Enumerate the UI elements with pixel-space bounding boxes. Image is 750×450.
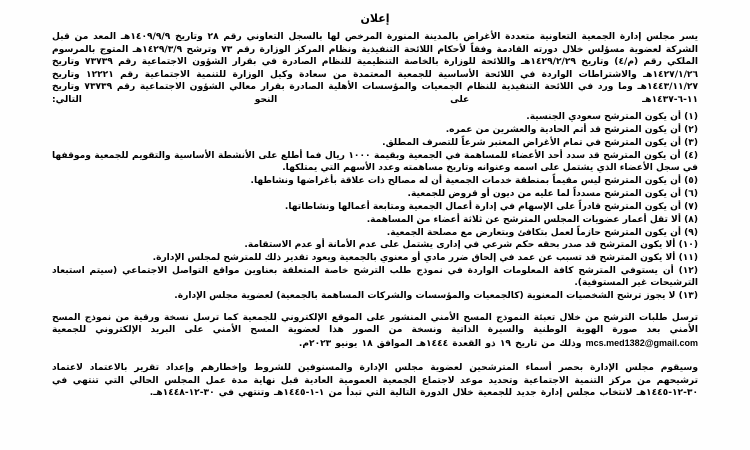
list-item-text: ألا يكون المترشح قد تسبب عن عمد في إلحاق ضرر مادي أو معنوي بالجمعية ويعود تقدير ذلك للمترشح لمجلس الإدارة.	[152, 253, 676, 264]
list-item-text: لا يجوز ترشح الشخصيات المعنوية (كالجمعيات والمؤسسات والشركات المساهمة بالجمعية) لعضوية مجلس الإدارة.	[174, 291, 676, 302]
list-item-number: (١)	[684, 112, 698, 123]
list-item-number: (١٠)	[678, 240, 698, 251]
list-item-number: (٥)	[684, 176, 698, 187]
list-item	[52, 227, 698, 239]
intro-paragraph: يسر مجلس إدارة الجمعية التعاونية متعددة الأغراض بالمدينة المنورة المرخص لها بالسجل التعاوني رقم ٢٨ وتاريخ ١٤٠٩/٩/٩هـ المعد من قبل الشركة لعضوية مسؤلس خلال دورته القادمة وفقاً لأحكام اللائحة التنفيذية ونظام المركز الوزارة رقم ٧٣ وترشح ١٤٢٩/٣/٩هـ المتوج بالمرسوم الملكي رقم (م/٤) وتاريخ ١٤٢٩/٢/٢٩هـ واللائحة للوزارة بالخاصة التنظيمية للنظام الصادرة في بقرار الشؤون الاجتماعية رقم ٧٣٧٣٩ وتاريخ ١٤٢٧/١/٢٦هـ والاشتراطات الواردة في اللائحة الأساسية للجمعية المعتمدة من سعادة وكيل الوزارة للتنمية الاجتماعية رقم ١٢٢٢١ وتاريخ ١٤٤٣/١١/٢٧هـ وما ورد في اللائحة التنفيذية للنظام الجمعيات والمؤسسات الأهلية الصادرة بقرار معالي الشؤون الاجتماعية رقم ٧٣٧٣٩ وتاريخ ١١-٦-١٤٣٧هـ على النحو التالي:	[52, 32, 698, 105]
list-item-text: ألا يكون المترشح قد صدر بحقه حكم شرعي في إدارى يشتمل على عدم الأمانة أو عدم الاستقامة.	[244, 240, 676, 251]
closing-paragraph: وسيقوم مجلس الإدارة بحصر أسماء المترشحين لعضوية مجلس الإدارة والمسنوفين للشروط وإخطارهم وإعداد تقرير بالاعتماد لاعتماد ترشيحهم من مركز التنمية الاجتماعية وتحديد موعد لاجتماع الجمعية العمومية العادية قبل نهاية مدة عمل المجلس الحالي التي تنتهي في ٣٠-١٢-١٤٤٥هـ لانتخاب مجلس إدارة جديد للجمعية خلال الدورة التالية التي تبدأ من ١-١-١٤٤٥هـ وتنتهي في ٣٠-١٢-١٤٤٨هـ.	[52, 363, 698, 399]
list-item-text: أن يكون المترشح ليس مقيماً بمنطقة خدمات الجمعية أن له مصالح ذات علاقة بأغراضها ونشاطها.	[250, 176, 681, 187]
list-item	[52, 265, 698, 290]
list-item	[52, 188, 698, 200]
list-item-number: (٩)	[684, 227, 698, 238]
list-item-number: (١١)	[678, 253, 698, 264]
list-item-number: (٢)	[684, 125, 698, 136]
list-item-text: ألا تقل أعمار عضويات المجلس المترشح عن ثلاثة أعضاء من المساهمة.	[366, 214, 681, 225]
submission-text-1: ترسل طلبات الترشح من خلال تعبئة النموذج المسح الأمني المنشور على الموقع الإلكتروني للجمعية كما ترسل نسخة ورقية من نموذج المسح الأمني بعد صورة الهوية الوطنية والسيرة الذاتية ونسخة من الصور هذا لعضوية المسح الأمني على البريد الإلكتروني للجمعية	[52, 312, 698, 336]
list-item-text: أن يكون المترشح مسدداً لما عليه من ديون أو قروض للجمعية.	[407, 188, 681, 199]
list-item-number: (٦)	[684, 188, 698, 199]
submission-paragraph	[52, 312, 698, 351]
list-item-text: أن يكون المترشح حازماً لعمل بتكافئ وبتعارض مع مصلحة الجمعية.	[386, 227, 681, 238]
list-item	[52, 111, 698, 123]
list-item	[52, 214, 698, 226]
list-item-text: أن يكون المترشح قد أتم الحادية والعشرين من عمره.	[445, 125, 681, 136]
list-item	[52, 150, 698, 175]
list-item-text: أن يكون المترشح قد سدد أحد الأعضاء للمساهمة في الجمعية وبقيمة ١٠٠٠ ريال فما أطلع على الأنشطة الأساسية والتقويم للجمعية وموقفها في سجل الأعضاء الذي يشتمل على اسمه وعنوانه وتاريخ مساهمته وعدد الأسهم التي يمتلكها.	[52, 150, 698, 174]
list-item	[52, 175, 698, 187]
list-item-number: (٣)	[684, 138, 698, 148]
page-title: إعلان	[360, 12, 390, 25]
list-item	[52, 137, 698, 149]
list-item	[52, 252, 698, 264]
list-item	[52, 201, 698, 213]
list-item-text: أن يكون المترشح قادراً على الإسهام في إدارة أعمال الجمعية ومتابعة أعمالها ونشاطاتها.	[284, 201, 681, 212]
list-item-number: (٧)	[684, 201, 698, 212]
list-item-text: أن يستوفي المترشح كافة المعلومات الواردة في نموذج طلب الترشح خاصة المتعلقة بعناوين مواقع التواصل الاجتماعي (سيتم استبعاد الترشيحات غير المستوفية).	[52, 266, 698, 289]
list-item-text: أن يكون المترشح سعودي الجنسية.	[526, 112, 681, 123]
list-item-number: (٨)	[684, 214, 698, 225]
list-item-number: (١٢)	[678, 266, 698, 277]
list-item-text: أن يكون المترشح في تمام الأغراض المعتبر شرعاً للتصرف المطلق.	[382, 138, 681, 148]
submission-text-2: وذلك من تاريخ ١٩ ذو القعدة ١٤٤٤هـ الموافق ١٨ يونيو ٢٠٢٣م.	[298, 338, 582, 349]
list-item-number: (٤)	[684, 150, 699, 161]
list-item	[52, 290, 698, 302]
list-item	[52, 239, 698, 251]
submission-email: mcs.med1382@gmail.com	[585, 337, 698, 348]
list-item	[52, 124, 698, 136]
conditions-list	[52, 111, 698, 302]
list-item-number: (١٣)	[678, 291, 698, 302]
